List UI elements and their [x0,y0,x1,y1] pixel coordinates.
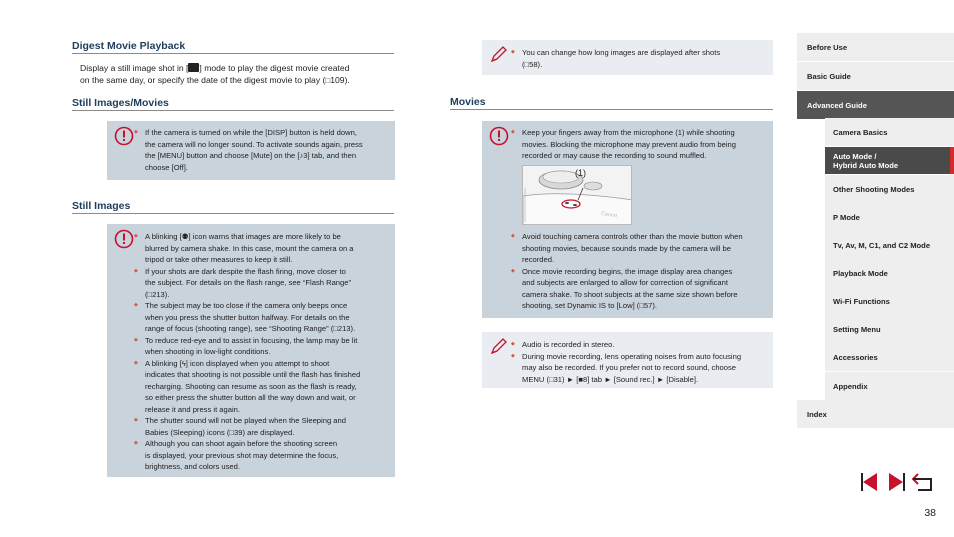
nav-setting-menu[interactable]: Setting Menu [825,315,954,343]
list-item: ◆ If the camera is turned on while the [DISP] button is held down, the camera will no longer sound. To activate sounds again, press the [MENU] button and choose [Mute] on the [♪3] tab, and then choose [Off]. [134,127,392,173]
nav-index[interactable]: Index [797,400,954,428]
list-item: ◆ Once movie recording begins, the image display area changes and subjects are enlarged to allow for correction of significant camera shake. To shoot subjects at the same size shown before shooting, set Dynamic IS to [Low] (□57). [511,266,769,312]
nav-before-use[interactable]: Before Use [797,33,954,61]
digest-rule [72,53,394,54]
nav-playback-mode[interactable]: Playback Mode [825,259,954,287]
bottom-note-box [482,332,773,388]
still-images-rule [72,213,394,214]
digest-title: Digest Movie Playback [72,40,186,52]
page-number: 38 [924,507,936,519]
list-item: ◆ The subject may be too close if the camera only beeps once when you press the shutter button halfway. For details on the range of focus (shooting range), see “Shooting Range” (□213). [134,300,392,335]
next-page-icon[interactable] [886,472,906,492]
still-movies-rule [72,110,394,111]
nav-wifi-functions[interactable]: Wi-Fi Functions [825,287,954,315]
nav-other-shooting-modes[interactable]: Other Shooting Modes [825,175,954,203]
bottom-note-list [511,339,769,385]
nav-auto-mode-line-2: Hybrid Auto Mode [833,160,899,170]
still-images-warning-list [134,231,392,473]
return-icon[interactable] [912,472,934,492]
list-item: ◆ Keep your fingers away from the microphone (1) while shooting movies. Blocking the microphone may prevent audio from being recorded or may cause the recording to sound muffled. [511,127,769,162]
pencil-note-icon [488,45,510,65]
still-movies-warning-box [107,121,395,180]
nav-basic-guide[interactable]: Basic Guide [797,62,954,90]
movies-warning-box [482,121,773,318]
caution-icon [488,126,510,146]
list-item: ◆ Audio is recorded in stereo. [511,339,769,351]
list-item: ◆ To reduce red-eye and to assist in focusing, the lamp may be lit when shooting in low-light conditions. [134,335,392,358]
list-item: ◆ A blinking [⚉] icon warns that images are more likely to be blurred by camera shake. In this case, mount the camera on a tripod or take other measures to keep it still. [134,231,392,266]
list-item: ◆ Avoid touching camera controls other than the movie button when shooting movies, because sounds made by the camera will be recorded. [511,231,769,266]
caution-icon [113,126,135,146]
top-note-list [511,47,769,70]
camera-mode-icon [188,63,199,72]
pencil-note-icon [488,337,510,357]
list-item: ◆ You can change how long images are displayed after shots (□58). [511,47,769,70]
nav-accessories[interactable]: Accessories [825,343,954,371]
nav-auto-mode[interactable] [825,147,954,174]
movies-warning-list-1 [511,127,769,162]
list-item: ◆ A blinking [ϟ] icon displayed when you attempt to shoot indicates that shooting is not possible until the flash has finished recharging. Shooting can resume as soon as the flash is ready, so either press the shutter button all the way down and wait, or release it and press it again. [134,358,392,416]
movies-warning-list-2 [511,231,769,312]
figure-brand: Canon [600,210,618,220]
still-images-title: Still Images [72,200,131,212]
previous-page-icon[interactable] [860,472,880,492]
digest-text: Display a still image shot in [ ] mode to play the digest movie created on the same day, or specify the date of the digest movie to play (□109). [80,63,350,85]
list-item: ◆ The shutter sound will not be played when the Sleeping and Babies (Sleeping) icons (□39) are displayed. [134,415,392,438]
figure-label: (1) [575,168,586,178]
still-images-warning-box [107,224,395,477]
book-icon: □ [325,76,331,85]
nav-p-mode[interactable]: P Mode [825,203,954,231]
nav-camera-basics[interactable]: Camera Basics [825,118,954,146]
nav-advanced-guide[interactable]: Advanced Guide [797,91,954,119]
nav-auto-mode-line-1: Auto Mode / [833,151,877,161]
list-item: ◆ Although you can shoot again before the shooting screen is displayed, your previous shot may determine the focus, brightness, and colors used. [134,438,392,473]
still-movies-warning-list [134,127,392,173]
nav-appendix[interactable]: Appendix [825,372,954,400]
list-item: ◆ During movie recording, lens operating noises from auto focusing may also be recorded. If you prefer not to record sound, choose MENU (□31) ► [■8] tab ► [Sound rec.] ► [Disable]. [511,351,769,386]
list-item: ◆ If your shots are dark despite the flash firing, move closer to the subject. For details on the flash range, see “Flash Range” (□213). [134,266,392,301]
microphone-figure [522,165,632,225]
nav-tv-av-m-mode[interactable]: Tv, Av, M, C1, and C2 Mode [825,231,954,259]
movies-rule [450,109,773,110]
top-note-box [482,40,773,75]
movies-title: Movies [450,96,486,108]
still-movies-title: Still Images/Movies [72,97,169,109]
caution-icon [113,229,135,249]
